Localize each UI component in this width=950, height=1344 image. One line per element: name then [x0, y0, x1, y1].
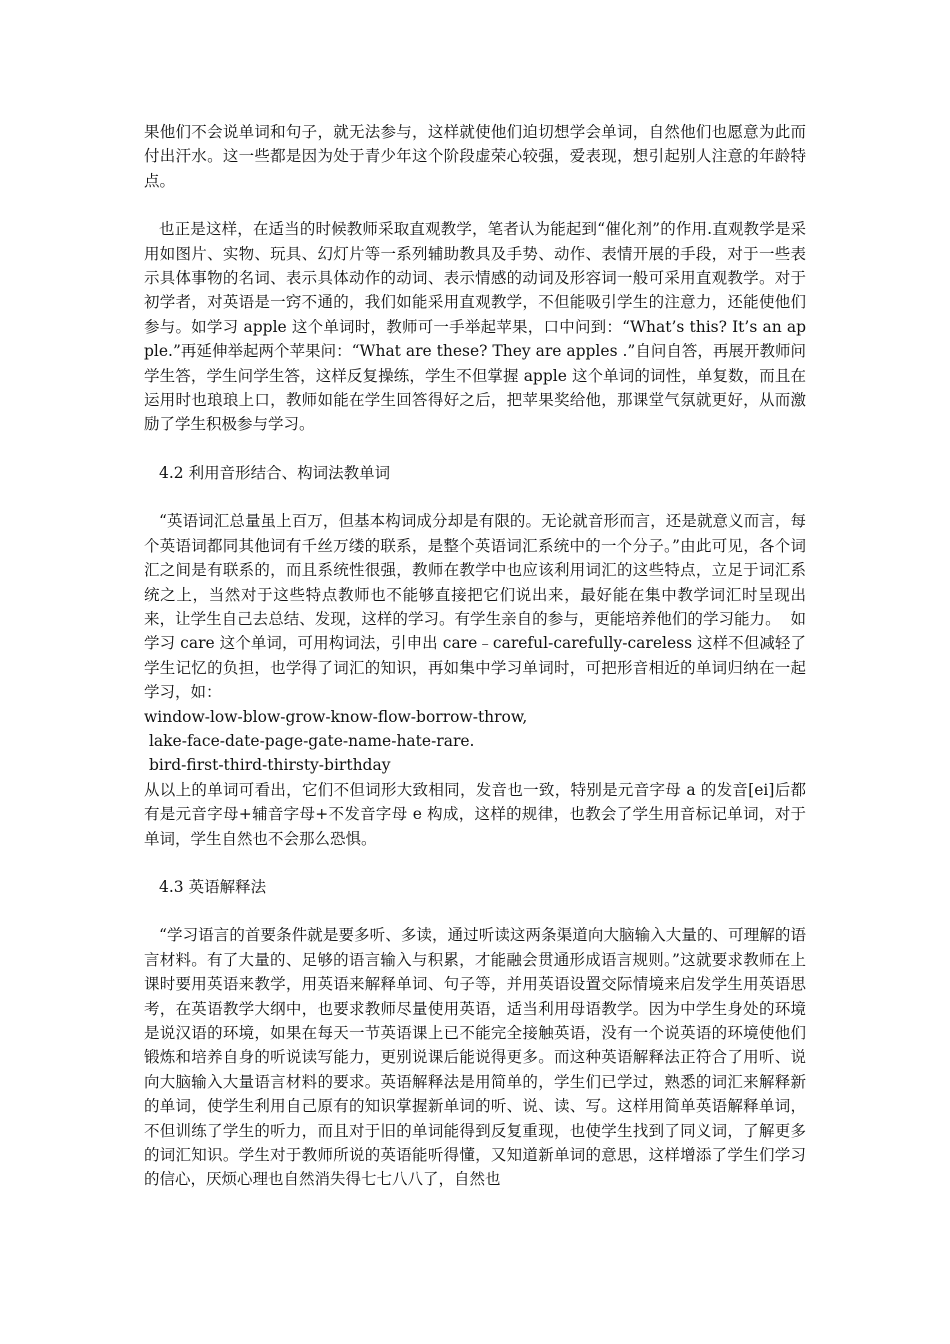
paragraph-gap — [144, 851, 806, 875]
paragraph-gap — [144, 485, 806, 509]
intro-paragraph: 果他们不会说单词和句子，就无法参与，这样就使他们迫切想学会单词，自然他们也愿意为此而付出汗水。这一些都是因为处于青少年这个阶段虚荣心较强，爱表现，想引起别人注意的年龄特点。 — [144, 123, 806, 190]
section-heading-4-2: 4.2 利用音形结合、构词法教单词 — [159, 463, 391, 482]
paragraph-gap — [144, 437, 806, 461]
word-list-line: lake-face-date-page-gate-name-hate-rare. — [144, 731, 475, 750]
section-heading-4-3: 4.3 英语解释法 — [159, 877, 267, 896]
word-list-line: bird-first-third-thirsty-birthday — [144, 756, 391, 775]
paragraph-gap — [144, 899, 806, 923]
paragraph-gap — [144, 193, 806, 217]
direct-teaching-paragraph: 也正是这样，在适当的时候教师采取直观教学，笔者认为能起到“催化剂”的作用.直观教学是采用如图片、实物、玩具、幻灯片等一系列辅助教具及手势、动作、表情开展的手段，对于一些表示具体事物的名词、表示具体动作的动词、表示情感的动词及形容词一般可采用直观教学。对于初学者，对英语是一窍不通的，我们如能采用直观教学，不但能吸引学生的注意力，还能使他们参与。如学习 apple 这个单词时，教师可一手举起苹果，口中问到：“What’s this? It’s an apple.”再延伸举起两个苹果问：“What are these? They are apples .”自问自答，再展开教师问学生答，学生问学生答，这样反复操练，学生不但掌握 apple 这个单词的词性，单复数，而且在运用时也琅琅上口，教师如能在学生回答得好之后，把苹果奖给他，那课堂气氛就更好，从而激励了学生积极参与学习。 — [144, 220, 806, 434]
document-body — [144, 120, 806, 1192]
section-4-3-paragraph: “学习语言的首要条件就是要多听、多读，通过听读这两条渠道向大脑输入大量的、可理解的语言材料。有了大量的、足够的语言输入与积累，才能融会贯通形成语言规则。”这就要求教师在上课时要用英语来教学，用英语来解释单词、句子等，并用英语设置交际情境来启发学生用英语思考，在英语教学大纲中，也要求教师尽量使用英语，适当利用母语教学。因为中学生身处的环境是说汉语的环境，如果在每天一节英语课上已不能完全接触英语，没有一个说英语的环境使他们锻炼和培养自身的听说读写能力，更别说课后能说得更多。而这种英语解释法正符合了用听、说向大脑输入大量语言材料的要求。英语解释法是用简单的，学生们已学过，熟悉的词汇来解释新的单词，使学生利用自己原有的知识掌握新单词的听、说、读、写。这样用简单英语解释单词，不但训练了学生的听力，而且对于旧的单词能得到反复重现，也使学生找到了同义词，了解更多的词汇知识。学生对于教师所说的英语能听得懂，又知道新单词的意思，这样增添了学生们学习的信心，厌烦心理也自然消失得七七八八了，自然也 — [144, 926, 806, 1189]
word-list-line: window-low-blow-grow-know-flow-borrow-throw, — [144, 707, 528, 726]
section-4-2-conclusion: 从以上的单词可看出，它们不但词形大致相同，发音也一致，特别是元音字母 a 的发音[ei]后都有是元音字母+辅音字母+不发音字母 e 构成，这样的规律，也教会了学生用音标记单词，对于单词，学生自然也不会那么恐惧。 — [144, 780, 806, 848]
section-4-2-paragraph: “英语词汇总量虽上百万，但基本构词成分却是有限的。无论就音形而言，还是就意义而言，每个英语词都同其他词有千丝万缕的联系，是整个英语词汇系统中的一个分子。”由此可见，各个词汇之间是有联系的，而且系统性很强，教师在教学中也应该利用词汇的这些特点，立足于词汇系统之上，当然对于这些特点教师也不能够直接把它们说出来，最好能在集中教学词汇时呈现出来，让学生自己去总结、发现，这样的学习。有学生亲自的参与，更能培养他们的学习能力。 如学习 care 这个单词，可用构词法，引申出 care﹣careful-carefully-careless 这样不但减轻了学生记忆的负担，也学得了词汇的知识，再如集中学习单词时，可把形音相近的单词归纳在一起学习，如： — [144, 512, 806, 702]
